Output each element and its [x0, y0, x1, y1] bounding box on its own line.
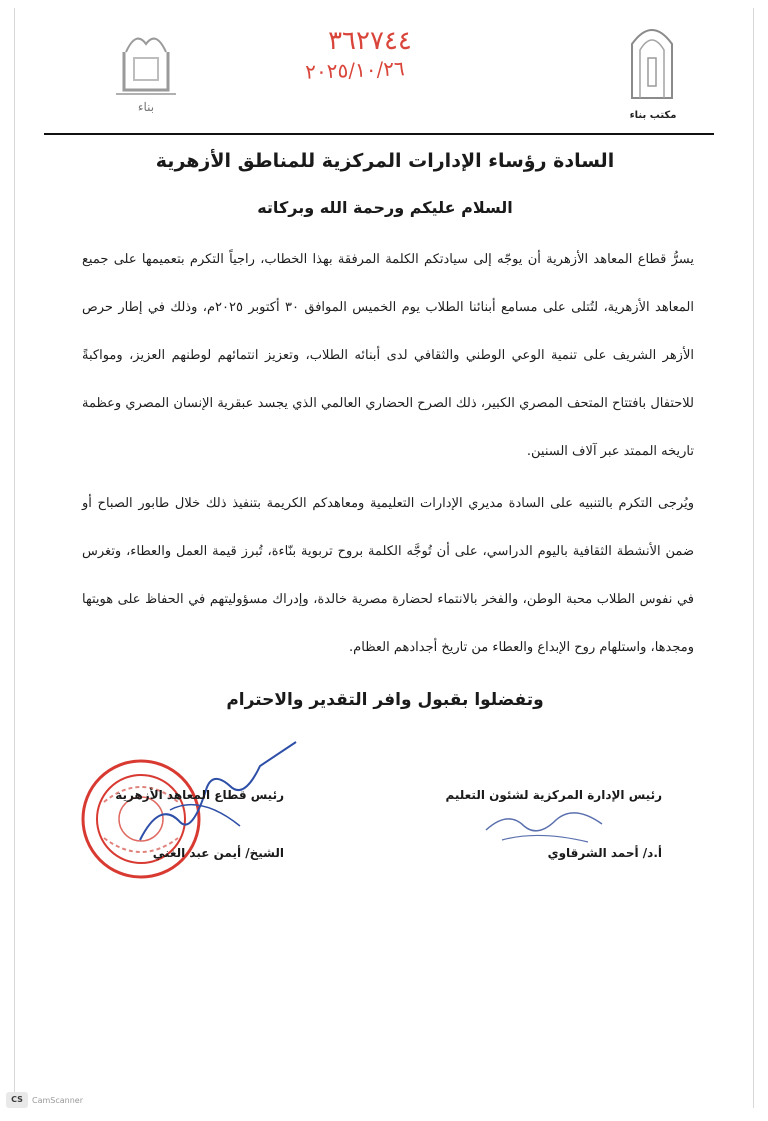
- al-azhar-emblem-icon: [626, 14, 678, 104]
- right-signature-icon: [478, 800, 608, 850]
- right-signatory-name: أ.د/ أحمد الشرقاوي: [547, 846, 662, 860]
- header-divider: [44, 133, 714, 135]
- camscanner-label: CamScanner: [32, 1096, 84, 1105]
- handwritten-reference-number: ٣٦٢٧٤٤: [328, 26, 412, 56]
- left-logo-caption: بناء: [137, 100, 155, 114]
- right-logo-caption: مكتب بناء: [629, 110, 677, 121]
- left-signatory-title: رئيس قطاع المعاهد الأزهرية: [115, 788, 284, 802]
- letter-greeting: السلام عليكم ورحمة الله وبركاته: [257, 198, 513, 217]
- right-signatory-title: رئيس الإدارة المركزية لشئون التعليم: [445, 788, 662, 802]
- camscanner-badge-icon: CS: [6, 1092, 28, 1108]
- body-paragraph-1: يسرُّ قطاع المعاهد الأزهرية أن يوجّه إلى سيادتكم الكلمة المرفقة بهذا الخطاب، راجياً التكرم بتعميمها على جميع المعاهد الأزهرية، لتُتلى على مسامع أبنائنا الطلاب يوم الخميس الموافق ٣٠ أكتوبر ٢٠٢٥م، وذلك في إطار حرص الأزهر الشريف على تنمية الوعي الوطني والثقافي لدى أبنائه الطلاب، وتعزيز انتمائهم لوطنهم العزيز، ومواكبةً للاحتفال بافتتاح المتحف المصري الكبير، ذلك الصرح الحضاري العالمي الذي يجسد عبقرية الإنسان المصري وعظمة تاريخه الممتد عبر آلاف السنين.: [82, 252, 694, 459]
- letter-closing: وتفضلوا بقبول وافر التقدير والاحترام: [226, 690, 544, 710]
- body-paragraph-2: ويُرجى التكرم بالتنبيه على السادة مديري الإدارات التعليمية ومعاهدكم الكريمة بتنفيذ ذلك خلال طابور الصباح أو ضمن الأنشطة الثقافية باليوم الدراسي، على أن تُوجَّه الكلمة بروح تربوية بنّاءة، تُبرز قيمة العمل والعطاء، وتغرس في نفوس الطلاب محبة الوطن، والفخر بالانتماء لحضارة مصرية خالدة، وإدراك مسؤوليتهم في الحفاظ على هويتها ومجدها، واستلهام روح الإبداع والعطاء من تاريخ أجدادهم العظام.: [82, 496, 694, 655]
- left-signatory-name: الشيخ/ أيمن عبد الغني: [152, 846, 284, 860]
- letter-title: السادة رؤساء الإدارات المركزية للمناطق الأزهرية: [155, 150, 615, 172]
- handwritten-date: ٢٠٢٥/١٠/٢٦: [304, 56, 406, 84]
